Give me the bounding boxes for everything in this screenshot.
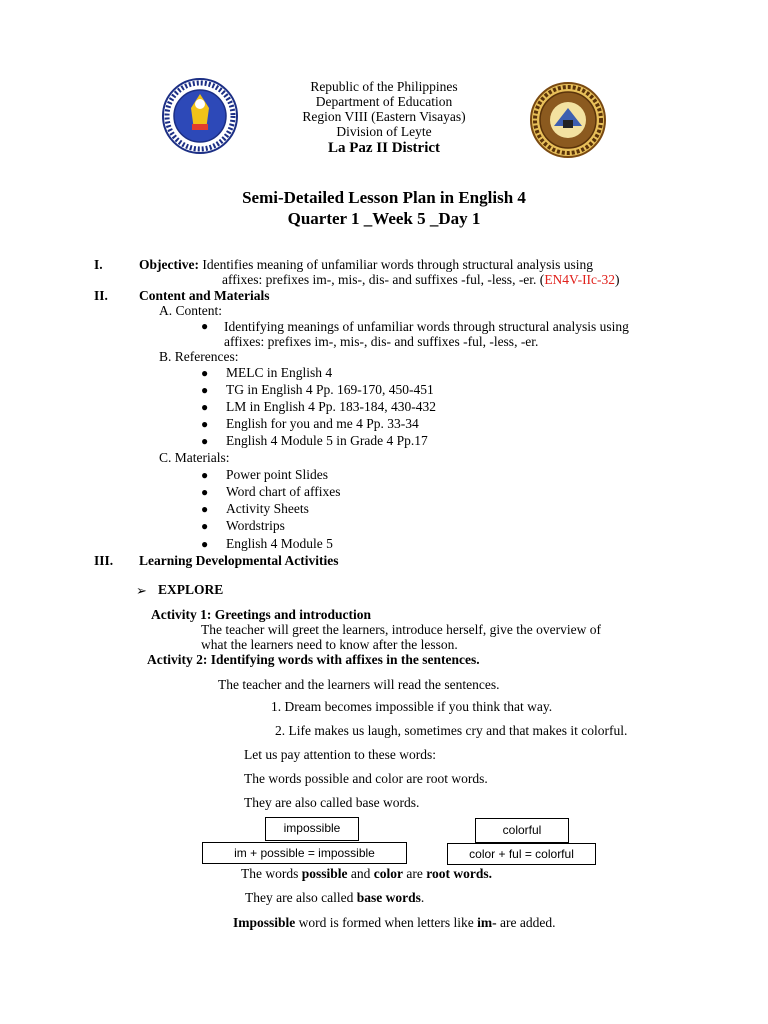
text-span: are: [403, 866, 427, 881]
formula-box-impossible: im + possible = impossible: [202, 842, 407, 864]
objective-close: ): [615, 272, 620, 287]
bullet-icon: ●: [201, 485, 209, 499]
activity-1-line-2: what the learners need to know after the lesson.: [201, 637, 458, 652]
text-span: The words: [241, 866, 302, 881]
text-span: are added.: [496, 915, 556, 930]
text-span: im-: [477, 915, 497, 930]
text-span: color: [373, 866, 404, 881]
competency-code: EN4V-IIc-32: [544, 272, 616, 287]
material-item: Activity Sheets: [226, 501, 309, 516]
sentence-2: 2. Life makes us laugh, sometimes cry and that makes it colorful.: [275, 723, 628, 738]
material-item: English 4 Module 5: [226, 536, 333, 551]
bullet-icon: ●: [201, 519, 209, 533]
text-span: .: [420, 890, 425, 905]
bullet-icon: ●: [201, 319, 209, 333]
objective-line-2: [222, 272, 620, 288]
base-words-line: They are also called base words.: [244, 795, 420, 810]
activity-2-title: Activity 2: Identifying words with affixes in the sentences.: [147, 652, 480, 667]
bullet-icon: ●: [201, 400, 209, 414]
bullet-icon: ●: [201, 502, 209, 516]
objective-text-2: affixes: prefixes im-, mis-, dis- and suffixes -ful, -less, -er. (: [222, 272, 545, 287]
references-label: B. References:: [159, 349, 239, 364]
objective-text-1: Identifies meaning of unfamiliar words through structural analysis using: [198, 257, 594, 272]
section-2-number: II.: [94, 288, 108, 303]
objective-label: Objective:: [139, 257, 199, 272]
material-item: Word chart of affixes: [226, 484, 341, 499]
material-item: Power point Slides: [226, 467, 329, 482]
lesson-plan-title: Semi-Detailed Lesson Plan in English 4: [242, 188, 526, 207]
header-division: Division of Leyte: [336, 124, 432, 139]
attention-line: Let us pay attention to these words:: [244, 747, 436, 762]
reference-item: English for you and me 4 Pp. 33-34: [226, 416, 419, 431]
lesson-plan-subtitle: Quarter 1 _Week 5 _Day 1: [287, 209, 481, 228]
text-span: word is formed when letters like: [295, 915, 478, 930]
section-3-label: Learning Developmental Activities: [139, 553, 339, 568]
text-span: root words.: [426, 866, 493, 881]
content-label: A. Content:: [159, 303, 222, 318]
formula-box-colorful: color + ful = colorful: [447, 843, 596, 865]
word-box-colorful: colorful: [475, 818, 569, 843]
read-sentences-line: The teacher and the learners will read the sentences.: [218, 677, 500, 692]
word-box-impossible: impossible: [265, 817, 359, 841]
bullet-icon: ●: [201, 434, 209, 448]
material-item: Wordstrips: [226, 518, 285, 533]
text-span: Impossible: [233, 915, 296, 930]
sentence-1: 1. Dream becomes impossible if you think that way.: [271, 699, 553, 714]
bullet-icon: ●: [201, 468, 209, 482]
text-span: and: [347, 866, 374, 881]
section-1-number: I.: [94, 257, 103, 272]
reference-item: MELC in English 4: [226, 365, 333, 380]
bullet-icon: ●: [201, 417, 209, 431]
header-department: Department of Education: [315, 94, 453, 109]
section-2-label: Content and Materials: [139, 288, 270, 303]
activity-1-title: Activity 1: Greetings and introduction: [151, 607, 372, 622]
content-item-line-1: Identifying meanings of unfamiliar words through structural analysis using: [224, 319, 629, 334]
content-item-line-2: affixes: prefixes im-, mis-, dis- and suffixes -ful, -less, -er.: [224, 334, 539, 349]
bullet-icon: ●: [201, 366, 209, 380]
header-district: La Paz II District: [327, 140, 441, 156]
materials-label: C. Materials:: [159, 450, 230, 465]
root-words-line: The words possible and color are root words.: [244, 771, 488, 786]
text-span: They are also called: [245, 890, 357, 905]
reference-item: TG in English 4 Pp. 169-170, 450-451: [226, 382, 434, 397]
bullet-icon: ●: [201, 383, 209, 397]
objective-line-1: [139, 257, 593, 273]
header-region: Region VIII (Eastern Visayas): [302, 109, 466, 124]
header-republic: Republic of the Philippines: [310, 79, 458, 94]
root-words-bold-line: [241, 866, 492, 882]
reference-item: LM in English 4 Pp. 183-184, 430-432: [226, 399, 437, 414]
activity-1-line-1: The teacher will greet the learners, introduce herself, give the overview of: [201, 622, 601, 637]
base-words-bold-line: [245, 890, 424, 906]
reference-item: English 4 Module 5 in Grade 4 Pp.17: [226, 433, 428, 448]
explore-heading: EXPLORE: [158, 582, 224, 597]
text-span: possible: [301, 866, 348, 881]
section-3-number: III.: [94, 553, 114, 568]
arrow-bullet-icon: ➢: [136, 583, 147, 598]
text-span: base words: [356, 890, 421, 905]
bullet-icon: ●: [201, 537, 209, 551]
impossible-formed-line: [233, 915, 555, 931]
